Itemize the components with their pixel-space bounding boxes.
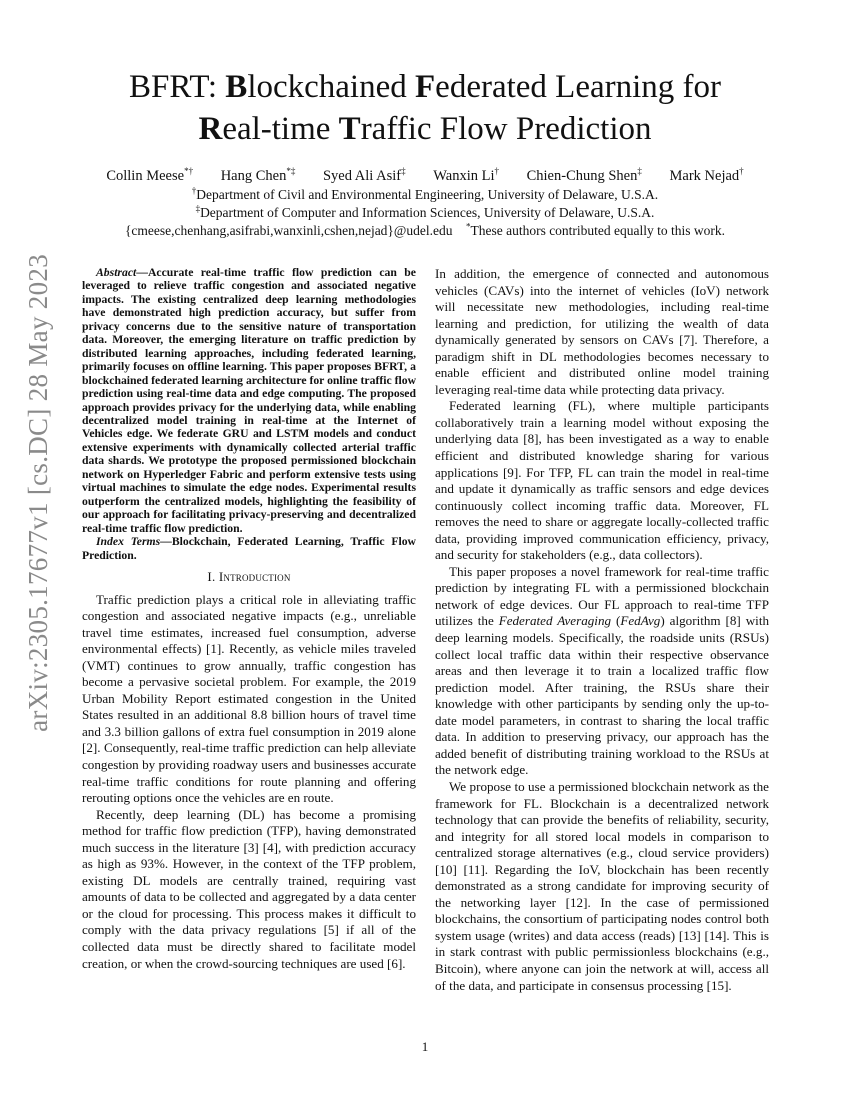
- title-part: raffic Flow Prediction: [360, 111, 652, 147]
- author: [670, 168, 744, 184]
- title-part: ederated Learning for: [435, 69, 722, 105]
- arxiv-identifier-text: arXiv:2305.17677v1 [cs.DC] 28 May 2023: [22, 254, 53, 732]
- title-part: R: [198, 111, 223, 147]
- affiliation-civil-engineering: [70, 186, 780, 204]
- author-name: Syed Ali Asif: [322, 168, 402, 184]
- arxiv-identifier: [20, 254, 56, 732]
- page-number: 1: [421, 1039, 429, 1054]
- abstract-text: —Accurate real-time traffic flow prediction can be leveraged to relieve traffic congestion and associated negative impacts. The existing centralized deep learning methodologies have demonstrated high prediction accuracy, but suffer from privacy concerns due to the sensitive nature of transportation data. Moreover, the emerging literature on traffic prediction by distributed learning approaches, including federated learning, primarily focuses on offline learning. This paper proposes BFRT, a blockchained federated learning architecture for online traffic flow prediction using real-time data and edge computing. The proposed approach provides privacy for the underlying data, while enabling decentralized model training in real-time at the Internet of Vehicles edge. We federate GRU and LSTM models and conduct extensive experiments with dynamically collected arterial traffic data shards. We prototype the proposed permissioned blockchain network on Hyperledger Fabric and perform extensive tests using virtual machines to simulate the edge nodes. Experimental results outperform the centralized models, highlighting the feasibility of our approach for facilitating privacy-preserving and decentralized real-time traffic flow prediction.: [82, 266, 417, 535]
- paragraph: Traffic prediction plays a critical role in alleviating traffic congestion and associated negative impacts (e.g., unreliable travel time estimates, increased fuel consumption, adverse environmental effects) [1]. Recently, as vehicle miles traveled (VMT) continues to grow annually, traffic congestion has become a pervasive societal problem. For example, the 2019 Urban Mobility Report estimated congestion in the United States resulted in an additional 8.8 billion hours of travel time and 3.3 billion gallons of extra fuel consumption in 2019 alone [2]. Consequently, real-time traffic prediction can help alleviate congestion by providing roadway users and businesses accurate real-time traffic conditions for route planning and offering rerouting options once the vehicles are en route.: [82, 591, 416, 806]
- author-name: Wanxin Li: [433, 168, 495, 184]
- equal-contribution-note: These authors contributed equally to this work.: [470, 223, 726, 238]
- right-column: [435, 266, 769, 994]
- affiliation-mark: ‡: [195, 203, 201, 214]
- author-affiliation-mark: †: [494, 166, 499, 177]
- paragraph: In addition, the emergence of connected and autonomous vehicles (CAVs) into the internet of vehicles (IoV) network will necessitate new methodologies, including real-time learning and prediction, for utilizing the wealth of data dynamically generated by sensors on CAVs [7]. Therefore, a paradigm shift in DL methodologies becomes necessary to enable efficient and distributed online model training leveraging real-time data while protecting data privacy.: [435, 266, 769, 397]
- index-terms-text: —Blockchain, Federated Learning, Traffic Flow Prediction.: [82, 535, 416, 562]
- section-heading-introduction: I. Introduction: [207, 568, 291, 584]
- index-terms: [82, 535, 416, 562]
- affiliation-computer-science: [70, 204, 780, 222]
- title-part: F: [415, 69, 436, 105]
- title-part: eal-time: [222, 111, 339, 147]
- author-list: [70, 166, 780, 186]
- algorithm-abbreviation: FedAvg: [620, 613, 661, 629]
- affiliation-text: Department of Civil and Environmental Engineering, University of Delaware, U.S.A.: [196, 187, 659, 202]
- index-terms-label: Index Terms: [96, 535, 161, 549]
- paragraph-text: (: [611, 613, 621, 629]
- author-emails: [70, 222, 780, 240]
- author-name: Collin Meese: [106, 168, 185, 184]
- author: [527, 168, 642, 184]
- author: [106, 168, 193, 184]
- author-name: Chien-Chung Shen: [526, 168, 638, 184]
- author-name: Hang Chen: [220, 168, 287, 184]
- author-affiliation-mark: ‡: [401, 166, 406, 177]
- paper-title: [80, 66, 770, 150]
- email-list: {cmeese,chenhang,asifrabi,wanxinli,cshen,nejad}@udel.edu: [124, 223, 453, 238]
- author: [221, 168, 296, 184]
- paragraph: [435, 564, 769, 779]
- title-part: lockchained: [247, 69, 415, 105]
- title-part: T: [338, 111, 361, 147]
- author-affiliation-mark: *‡: [286, 166, 296, 177]
- affiliation-mark: †: [191, 185, 197, 196]
- paragraph: Federated learning (FL), where multiple participants collaboratively train a learning model without exposing the underlying data [8], has been investigated as a way to enable efficient and distributed knowledge sharing for various applications [9]. For TFP, FL can train the model in real-time and update it dynamically as traffic sensors and edge devices continuously collect incoming traffic data. Moreover, FL removes the need to share or aggregate locally-collected traffic data, providing improved communication efficiency, privacy, and security for stakeholders (e.g., data collectors).: [435, 398, 769, 563]
- title-part: B: [225, 69, 248, 105]
- author-name: Mark Nejad: [669, 168, 740, 184]
- author: [433, 168, 499, 184]
- paragraph: Recently, deep learning (DL) has become a promising method for traffic flow prediction (TFP), having demonstrated much success in the literature [3] [4], with prediction accuracy as high as 93%. However, in the context of the TFP problem, existing DL models are centrally trained, requiring vast amounts of data to be collected and aggregated by a data center or the cloud for processing. This process makes it difficult to comply with the data privacy regulations [5] if all of the collected data must be directly shared to facilitate model creation, or when the crowd-sourcing techniques are used [6].: [82, 806, 416, 971]
- title-part: BFRT:: [128, 69, 226, 105]
- abstract: [82, 266, 416, 535]
- paragraph-text: ) algorithm [8] with deep learning models. Specifically, the roadside units (RSUs) collect local traffic data within their respective observance areas and then leverage it to train a localized traffic flow prediction model. After training, the RSUs share their knowledge with other participants by sending only the up-to-date model parameters, in contrast to sharing the local traffic data. In addition to preserving privacy, our approach has the added benefit of distributing training workload to the RSUs at the network edge.: [435, 613, 769, 778]
- paragraph-text: This paper proposes a novel framework for real-time traffic prediction by integrating FL with a permissioned blockchain network of edge devices. Our FL approach to real-time TFP utilizes the: [435, 563, 769, 629]
- author-affiliation-mark: †: [739, 166, 744, 177]
- equal-contribution-mark: *: [465, 221, 471, 232]
- author-affiliation-mark: *†: [184, 166, 194, 177]
- author: [323, 168, 406, 184]
- abstract-label: Abstract: [96, 266, 137, 279]
- paragraph: We propose to use a permissioned blockchain network as the framework for FL. Blockchain is a decentralized network technology that can provide the benefits of reliability, security, and integrity for all stored local models in comparison to centralized storage alternatives (e.g., cloud service providers) [10] [11]. Regarding the IoV, blockchain has been recently demonstrated as a strong candidate for improving security of the networking layer [12]. In the case of permissioned blockchains, the consortium of participating nodes control both system usage (writes) and data access (reads) [13] [14]. This is in stark contrast with public permissionless blockchains (e.g., Bitcoin), where anyone can join the network at will, access all of the data, and participate in consensus processing [15].: [435, 778, 769, 993]
- algorithm-name: Federated Averaging: [498, 613, 612, 629]
- left-column: [82, 266, 416, 972]
- affiliation-text: Department of Computer and Information Sciences, University of Delaware, U.S.A.: [200, 205, 655, 220]
- author-affiliation-mark: ‡: [637, 166, 642, 177]
